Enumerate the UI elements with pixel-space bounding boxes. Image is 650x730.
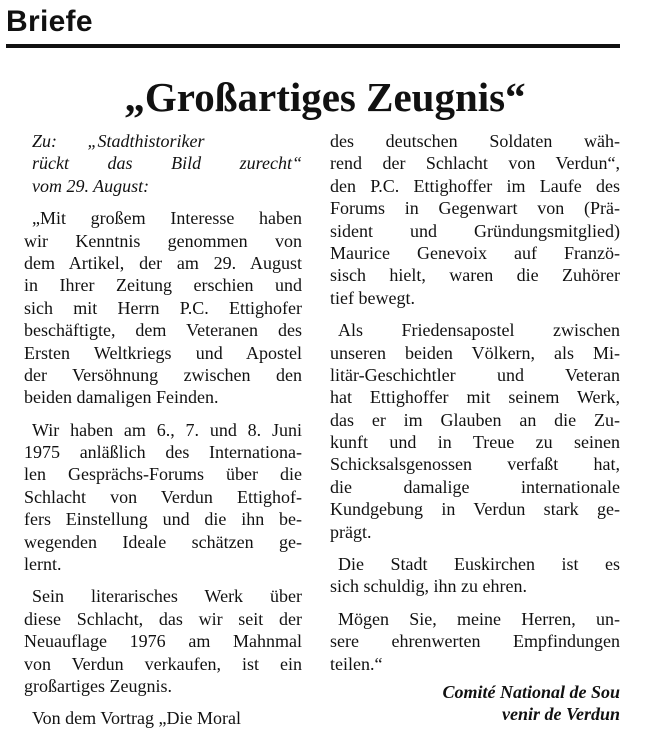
text-line: diese Schlacht, das wir seit der: [24, 608, 302, 629]
reference-line: Zu: „Stadthistoriker: [32, 131, 205, 151]
paragraph-gap: [24, 697, 302, 707]
letter-paragraph-4-continued: [330, 130, 620, 309]
text-line: kunft und in Treue zu seinen: [330, 432, 620, 453]
text-line: „Mit großem Interesse haben: [32, 208, 302, 229]
text-line: Maurice Genevoix auf Franzö-: [330, 242, 620, 263]
text-line: prägt.: [330, 521, 372, 542]
text-line: Die Stadt Euskirchen ist es: [338, 554, 620, 575]
letter-paragraph-4: [24, 707, 302, 729]
text-line: sich schuldig, ihn zu ehren.: [330, 576, 527, 597]
text-line: Ersten Weltkriegs und Apostel: [24, 342, 302, 363]
text-line: Schicksalsgenossen verfaßt hat,: [330, 454, 620, 475]
text-line: beiden damaligen Feinden.: [24, 387, 219, 408]
text-line: unseren beiden Völkern, als Mi-: [330, 342, 620, 363]
letter-paragraph-1: [24, 207, 302, 409]
text-line: in Ihrer Zeitung erschien und: [24, 275, 302, 296]
text-line: 1975 anläßlich des Internationa-: [24, 442, 302, 463]
text-line: litär-Geschichtler und Veteran: [330, 364, 620, 385]
text-line: der Versöhnung zwischen den: [24, 364, 302, 385]
signature-line: Comité National de Sou: [442, 681, 620, 702]
text-line: den P.C. Ettighoffer im Laufe des: [330, 175, 620, 196]
letter-paragraph-6: [330, 553, 620, 598]
letter-headline: „Großartiges Zeugnis“: [124, 74, 526, 120]
text-line: von Verdun verkaufen, ist ein: [24, 653, 302, 674]
text-line: sisch hielt, waren die Zuhörer: [330, 265, 620, 286]
text-line: dem Artikel, der am 29. August: [24, 252, 302, 273]
text-line: Von dem Vortrag „Die Moral: [32, 708, 241, 729]
text-line: des deutschen Soldaten wäh-: [330, 131, 620, 151]
text-line: Mögen Sie, meine Herren, un-: [338, 608, 620, 629]
letter-signature: [330, 681, 620, 726]
text-line: lernt.: [24, 554, 62, 575]
text-line: sich mit Herrn P.C. Ettighofer: [24, 297, 302, 318]
text-line: sere ehrenwerten Empfindungen: [330, 631, 620, 652]
letters-section-header: Briefe: [6, 5, 93, 38]
text-line: Neuauflage 1976 am Mahnmal: [24, 631, 302, 652]
text-line: Kundgebung in Verdun stark ge-: [330, 499, 620, 520]
letter-paragraph-7: [330, 608, 620, 675]
text-line: Forums in Gegenwart von (Prä-: [330, 198, 620, 219]
letter-paragraph-3: [24, 585, 302, 697]
text-line: sident und Gründungsmitglied): [330, 220, 620, 241]
letter-paragraph-2: [24, 419, 302, 576]
text-line: Sein literarisches Werk über: [32, 586, 302, 607]
right-column: [330, 130, 620, 726]
article-reference: [24, 130, 302, 197]
text-line: rend der Schlacht von Verdun“,: [330, 153, 620, 174]
text-line: Als Friedensapostel zwischen: [338, 320, 620, 341]
reference-line: vom 29. August:: [32, 175, 150, 196]
paragraph-gap: [24, 575, 302, 585]
text-line: hat Ettighoffer mit seinem Werk,: [330, 387, 620, 408]
text-line: das er im Glauben an die Zu-: [330, 409, 620, 430]
text-line: Schlacht von Verdun Ettighof-: [24, 486, 302, 507]
text-line: fers Einstellung und die ihn be-: [24, 509, 302, 530]
reference-line: rückt das Bild zurecht“: [32, 153, 302, 174]
text-line: wir Kenntnis genommen von: [24, 230, 302, 251]
left-column: [24, 130, 302, 730]
letter-paragraph-5: [330, 319, 620, 543]
paragraph-gap: [330, 598, 620, 608]
text-line: großartiges Zeugnis.: [24, 675, 172, 696]
text-line: wegenden Ideale schätzen ge-: [24, 531, 302, 552]
text-line: Wir haben am 6., 7. und 8. Juni: [32, 419, 302, 440]
paragraph-gap: [24, 409, 302, 419]
text-line: die damalige internationale: [330, 476, 620, 497]
signature-line: venir de Verdun: [501, 704, 620, 725]
text-line: teilen.“: [330, 653, 383, 674]
text-line: len Gesprächs-Forums über die: [24, 464, 302, 485]
text-line: beschäftigte, dem Veteranen des: [24, 320, 302, 341]
paragraph-gap: [330, 309, 620, 319]
paragraph-gap: [24, 197, 302, 207]
paragraph-gap: [330, 543, 620, 553]
section-rule: [6, 44, 620, 48]
text-line: tief bewegt.: [330, 287, 415, 308]
